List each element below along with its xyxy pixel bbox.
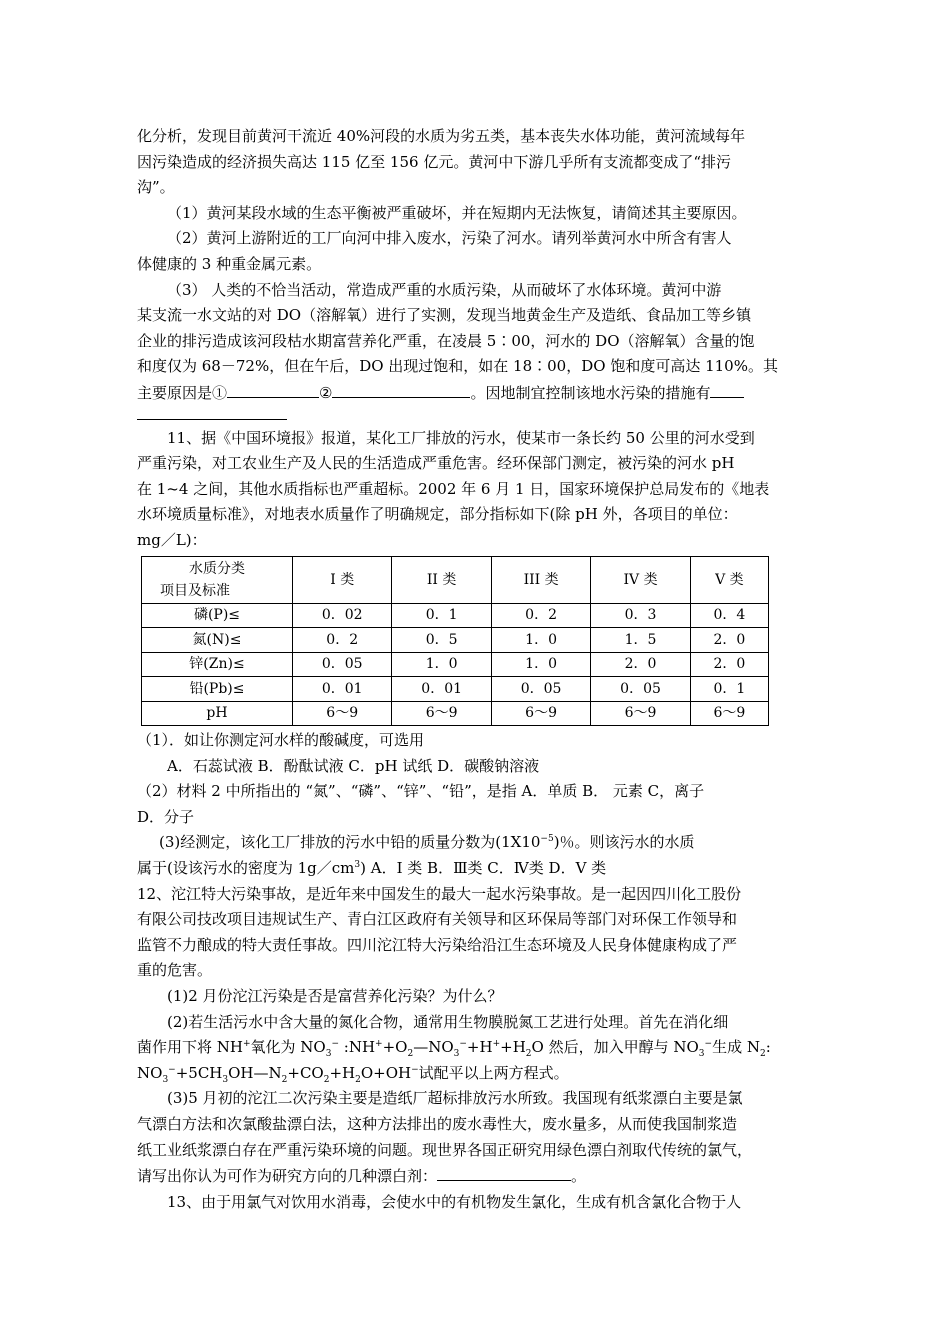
class-header: V 类 <box>690 556 768 603</box>
q10-sub1: （1）黄河某段水域的生态平衡被严重破坏，并在短期内无法恢复，请简述其主要原因。 <box>167 203 747 222</box>
q12-text: 重的危害。 <box>137 961 213 980</box>
answer-blank-1[interactable] <box>227 380 319 398</box>
table-corner-header: 水质分类 项目及标准 <box>142 556 293 603</box>
table-cell: 1．5 <box>591 628 690 653</box>
q10-sub3-line: 企业的排污造成该河段枯水期富营养化严重，在凌晨 5∶00，河水的 DO（溶解氧）含量的饱 <box>137 331 755 350</box>
q10-sub3-line: 某支流一水文站的对 DO（溶解氧）进行了实测，发现当地黄金生产及造纸、食品加工等乡镇 <box>137 306 752 325</box>
q10-sub2-cont: 体健康的 3 种重金属元素。 <box>137 254 322 273</box>
table-row <box>142 652 769 677</box>
answer-blank-bleach[interactable] <box>437 1163 571 1181</box>
q12-sub3-answer-line: 请写出你认为可作为研究方向的几种漂白剂： 。 <box>137 1163 817 1190</box>
answer-blank-3-cont[interactable] <box>137 407 287 420</box>
q12-sub3-line: 纸工业纸浆漂白存在严重污染环境的问题。现世界各国正研究用绿色漂白剂取代传统的氯气， <box>137 1140 753 1159</box>
q10-sub3-answer-line: 主要原因是① ② 。因地制宜控制该地水污染的措施有 <box>137 380 817 407</box>
table-row <box>142 677 769 702</box>
q11-text: 在 1~4 之间，其他水质指标也严重超标。2002 年 6 月 1 日，国家环境保护总局发布的《地表 <box>137 479 770 498</box>
table-row <box>142 628 769 653</box>
q11-sub1-options: A．石蕊试液 B．酚酞试液 C．pH 试纸 D．碳酸钠溶液 <box>167 756 540 775</box>
table-cell: 0．1 <box>690 677 768 702</box>
row-item: 磷(P)≤ <box>142 603 293 628</box>
class-header: IV 类 <box>591 556 690 603</box>
class-header: III 类 <box>491 556 590 603</box>
table-cell: 6～9 <box>591 701 690 726</box>
q12-sub2-equation-1: 菌作用下将 NH+氧化为 $NO_3^-$ $:NH^++O_2—NO_3^-+H^++H_2O$ 然后，加入甲醇与 $NO_3^-$生成 $N_2$: <box>137 1038 771 1060</box>
table-cell: 1．0 <box>491 628 590 653</box>
q12-sub2: (2)若生活污水中含大量的氮化合物，通常用生物膜脱氮工艺进行处理。首先在消化细 <box>167 1012 729 1031</box>
q12-text: 有限公司技改项目违规试生产、青白江区政府有关领导和区环保局等部门对环保工作领导和 <box>137 910 738 929</box>
table-cell: 2．0 <box>690 652 768 677</box>
q11-sub2: （2）材料 2 中所指出的 “氮”、“磷”、“锌”、“铅”，是指 A．单质 B． 元素 C，离子 <box>137 782 705 801</box>
q12-sub2-equation-2: $NO_3^-+5CH_3OH—N_2+CO_2+H_2O+OH^-$试配平以上两方程式。 <box>137 1063 569 1085</box>
q11-sub3-cont: 属于(设该污水的密度为 $1g/cm^3$) A．I 类 B．Ⅲ类 C．Ⅳ类 D．V 类 <box>137 858 607 877</box>
table-cell: 0．05 <box>293 652 392 677</box>
q10-sub3: （3） 人类的不恰当活动，常造成严重的水质污染，从而破坏了水体环境。黄河中游 <box>167 280 722 299</box>
table-cell: 0．2 <box>293 628 392 653</box>
q11-text: mg／L)： <box>137 530 207 549</box>
document-page <box>137 124 817 1215</box>
class-header: I 类 <box>293 556 392 603</box>
row-item: pH <box>142 701 293 726</box>
table-row <box>142 701 769 726</box>
q12-text: 12、沱江特大污染事故，是近年来中国发生的最大一起水污染事故。是一起因四川化工股份 <box>137 884 742 903</box>
q11-sub3: (3)经测定，该化工厂排放的污水中铅的质量分数为$(1X10^{-5})$％。则该污水的水质 <box>159 833 695 852</box>
table-cell: 2．0 <box>591 652 690 677</box>
q11-text: 水环境质量标准》，对地表水质量作了明确规定，部分指标如下(除 pH 外，各项目的单位： <box>137 505 738 524</box>
table-cell: 0．01 <box>293 677 392 702</box>
intro-line: 沟”。 <box>137 178 175 197</box>
table-cell: 0．4 <box>690 603 768 628</box>
intro-line: 因污染造成的经济损失高达 115 亿至 156 亿元。黄河中下游几乎所有支流都变成了“排污 <box>137 152 732 171</box>
q11-text: 严重污染，对工农业生产及人民的生活造成严重危害。经环保部门测定，被污染的河水 pH <box>137 454 735 473</box>
table-cell: 0．3 <box>591 603 690 628</box>
table-cell: 0．02 <box>293 603 392 628</box>
q11-text: 11、据《中国环境报》报道，某化工厂排放的污水，使某市一条长约 50 公里的河水受到 <box>167 428 755 447</box>
answer-blank-3[interactable] <box>710 380 744 398</box>
q12-sub3-line: 气漂白方法和次氯酸盐漂白法，这种方法排出的废水毒性大，废水量多，从而使我国制浆造 <box>137 1114 738 1133</box>
table-row <box>142 603 769 628</box>
table-cell: 0．05 <box>591 677 690 702</box>
table-cell: 1．0 <box>491 652 590 677</box>
q11-sub1: （1）．如让你测定河水样的酸碱度，可选用 <box>137 731 425 749</box>
table-cell: 1．0 <box>392 652 491 677</box>
q11-sub2-cont: D．分子 <box>137 807 195 826</box>
table-cell: 6～9 <box>491 701 590 726</box>
table-cell: 0．05 <box>491 677 590 702</box>
q10-sub2: （2）黄河上游附近的工厂向河中排入废水，污染了河水。请列举黄河水中所含有害人 <box>167 229 732 248</box>
q12-sub3: (3)5 月初的沱江二次污染主要是造纸厂超标排放污水所致。我国现有纸浆漂白主要是氯 <box>167 1089 743 1108</box>
table-header-row <box>142 556 769 603</box>
answer-blank-2[interactable] <box>332 380 470 398</box>
q12-sub1: (1)2 月份沱江污染是否是富营养化污染？为什么？ <box>167 986 503 1005</box>
table-cell: 0．1 <box>392 603 491 628</box>
intro-line: 化分析，发现目前黄河干流近 40%河段的水质为劣五类，基本丧失水体功能，黄河流域每年 <box>137 127 746 145</box>
table-cell: 6～9 <box>690 701 768 726</box>
table-cell: 2．0 <box>690 628 768 653</box>
q13-text: 13、由于用氯气对饮用水消毒，会使水中的有机物发生氯化，生成有机含氯化合物于人 <box>167 1192 742 1211</box>
row-item: 锌(Zn)≤ <box>142 652 293 677</box>
row-item: 铅(Pb)≤ <box>142 677 293 702</box>
table-cell: 0．2 <box>491 603 590 628</box>
water-quality-table <box>141 556 769 727</box>
table-cell: 0．5 <box>392 628 491 653</box>
row-item: 氮(N)≤ <box>142 628 293 653</box>
table-cell: 6～9 <box>293 701 392 726</box>
q10-sub3-line: 和度仅为 68－72%，但在午后，DO 出现过饱和，如在 18∶00，DO 饱和度可高达 110%。其 <box>137 357 778 376</box>
table-cell: 0．01 <box>392 677 491 702</box>
class-header: II 类 <box>392 556 491 603</box>
table-cell: 6～9 <box>392 701 491 726</box>
q12-text: 监管不力酿成的特大责任事故。四川沱江特大污染给沿江生态环境及人民身体健康构成了严 <box>137 935 738 954</box>
